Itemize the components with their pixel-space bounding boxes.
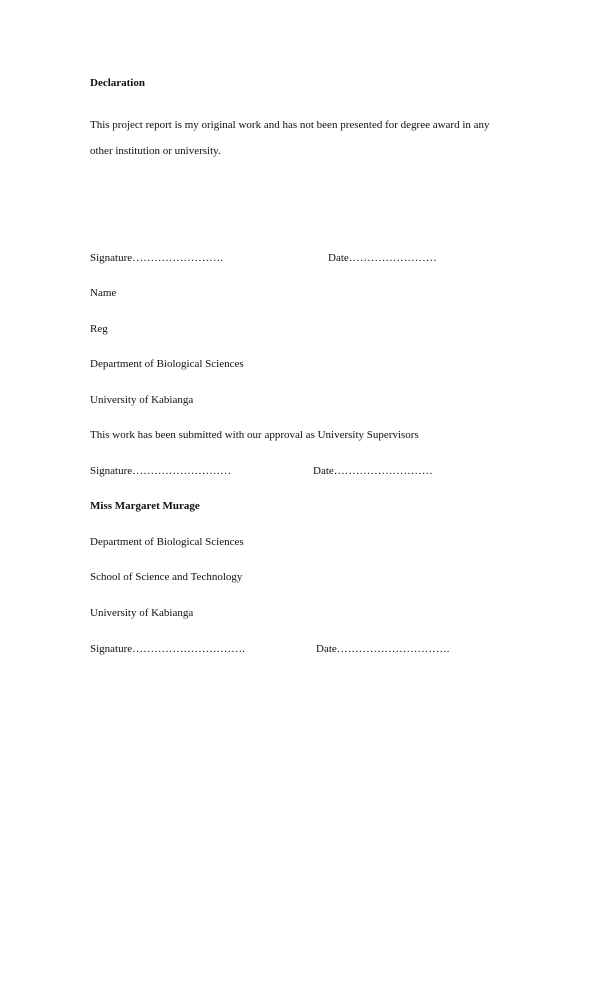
student-name-label: Name xyxy=(90,287,117,299)
supervisor1-name: Miss Margaret Murage xyxy=(90,500,200,512)
supervisor1-signature-line: Signature……………………… xyxy=(90,465,232,477)
declaration-text-line-2: other institution or university. xyxy=(90,145,221,157)
supervisor1-school: School of Science and Technology xyxy=(90,571,243,583)
supervisor2-date-line: Date…………………………. xyxy=(316,643,450,655)
student-date-line: Date…………………… xyxy=(328,252,437,264)
student-university: University of Kabianga xyxy=(90,394,194,406)
supervisor1-date-line: Date……………………… xyxy=(313,465,433,477)
approval-statement: This work has been submitted with our approval as University Supervisors xyxy=(90,429,419,441)
student-reg-label: Reg xyxy=(90,323,108,335)
declaration-heading: Declaration xyxy=(90,77,145,89)
declaration-text-line-1: This project report is my original work and has not been presented for degree award in any xyxy=(90,119,490,131)
student-department: Department of Biological Sciences xyxy=(90,358,244,370)
supervisor1-department: Department of Biological Sciences xyxy=(90,536,244,548)
supervisor2-signature-line: Signature…………………………. xyxy=(90,643,245,655)
supervisor1-university: University of Kabianga xyxy=(90,607,194,619)
student-signature-line: Signature……………………. xyxy=(90,252,223,264)
